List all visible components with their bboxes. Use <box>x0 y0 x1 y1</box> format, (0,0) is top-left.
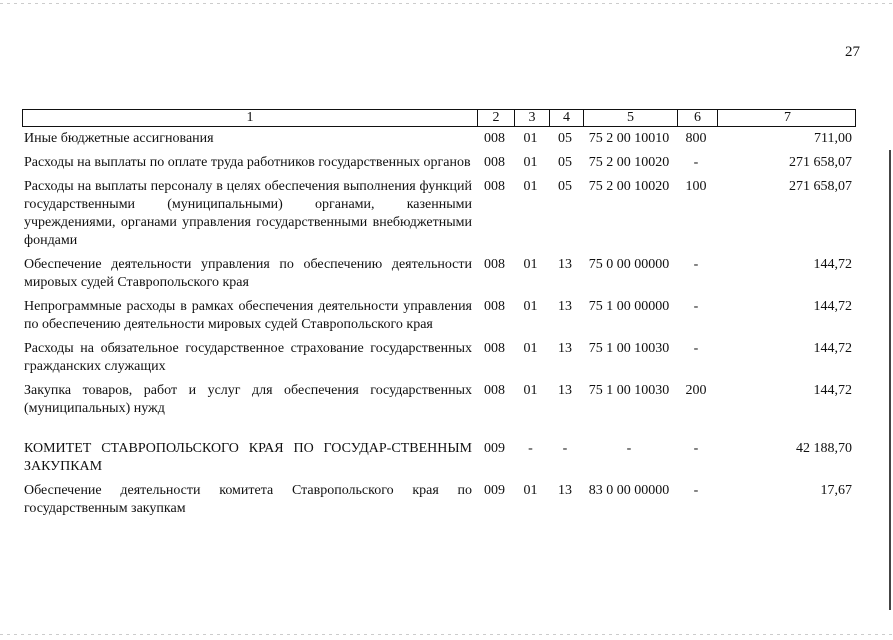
row-name: Иные бюджетные ассигнования <box>24 131 214 146</box>
row-name: Обеспечение деятельности управления по обеспечению деятельности мировых судей Ставропольского края <box>24 257 472 290</box>
header-col-7: 7 <box>717 110 857 126</box>
row-code-6: - <box>693 483 699 498</box>
row-amount: 144,72 <box>813 341 852 356</box>
row-name: Расходы на обязательное государственное страхование государственных гражданских служащих <box>24 341 472 374</box>
header-col-5: 5 <box>583 110 677 126</box>
budget-table-body <box>24 130 854 518</box>
row-code-6: - <box>693 341 699 356</box>
row-code-4: - <box>562 441 568 456</box>
row-code-3: 01 <box>523 257 538 272</box>
row-name: Расходы на выплаты по оплате труда работников государственных органов <box>24 155 471 170</box>
row-code-2: 009 <box>484 483 505 498</box>
row-code-3: - <box>528 441 533 456</box>
row-name: Расходы на выплаты персоналу в целях обеспечения выполнения функций государственными (муниципальными) органами, казенными учреждениями, органами управления государственными внебюджетными фондами <box>24 179 472 248</box>
row-code-3: 01 <box>523 131 538 146</box>
row-code-5: - <box>626 441 632 456</box>
row-code-2: 008 <box>484 179 505 194</box>
row-code-2: 008 <box>484 257 505 272</box>
row-code-4: 13 <box>558 257 572 272</box>
table-row <box>24 340 854 376</box>
table-row <box>24 482 854 518</box>
row-amount: 271 658,07 <box>789 179 852 194</box>
row-name: КОМИТЕТ СТАВРОПОЛЬСКОГО КРАЯ ПО ГОСУДАР-СТВЕННЫМ ЗАКУПКАМ <box>24 441 472 474</box>
table-row <box>24 382 854 418</box>
header-col-1: 1 <box>246 110 254 125</box>
row-code-6: 100 <box>685 179 707 194</box>
row-code-5: 75 2 00 10020 <box>588 155 670 170</box>
row-code-3: 01 <box>523 155 538 170</box>
row-amount: 711,00 <box>814 131 852 146</box>
row-code-5: 75 1 00 00000 <box>588 299 670 314</box>
row-code-2: 008 <box>484 299 505 314</box>
row-code-6: - <box>693 441 699 456</box>
row-amount: 17,67 <box>820 483 852 498</box>
header-col-4: 4 <box>549 110 583 126</box>
row-code-2: 008 <box>484 131 505 146</box>
row-code-6: - <box>693 155 699 170</box>
row-code-2: 008 <box>484 341 505 356</box>
row-code-5: 75 1 00 10030 <box>588 383 670 398</box>
row-code-3: 01 <box>523 179 538 194</box>
table-row <box>24 256 854 292</box>
row-code-3: 01 <box>523 383 538 398</box>
table-row <box>24 298 854 334</box>
header-col-3: 3 <box>514 110 549 126</box>
row-code-5: 75 0 00 00000 <box>588 257 670 272</box>
row-code-3: 01 <box>523 299 538 314</box>
table-row <box>24 130 854 148</box>
row-code-5: 83 0 00 00000 <box>588 483 670 498</box>
row-code-5: 75 1 00 10030 <box>588 341 670 356</box>
row-code-2: 009 <box>484 441 505 456</box>
row-name: Непрограммные расходы в рамках обеспечения деятельности управления по обеспечению деятельности мировых судей Ставропольского края <box>24 299 472 332</box>
scan-artifact-bottom <box>0 634 893 635</box>
row-code-4: 13 <box>558 341 572 356</box>
row-code-3: 01 <box>523 483 538 498</box>
row-code-4: 13 <box>558 483 572 498</box>
row-code-6: - <box>693 257 699 272</box>
table-row-committee <box>24 440 854 476</box>
header-col-2: 2 <box>477 110 514 126</box>
row-code-4: 05 <box>558 155 572 170</box>
table-row <box>24 178 854 250</box>
row-code-6: 200 <box>685 383 707 398</box>
row-code-2: 008 <box>484 155 505 170</box>
row-amount: 144,72 <box>813 383 852 398</box>
scan-artifact-top <box>0 3 893 4</box>
row-name: Обеспечение деятельности комитета Ставропольского края по государственным закупкам <box>24 483 472 516</box>
row-code-6: - <box>693 299 699 314</box>
page-number: 27 <box>845 44 860 60</box>
row-amount: 271 658,07 <box>789 155 852 170</box>
row-code-2: 008 <box>484 383 505 398</box>
row-code-4: 13 <box>558 299 572 314</box>
row-amount: 144,72 <box>813 299 852 314</box>
row-amount: 42 188,70 <box>796 441 852 456</box>
header-col-6: 6 <box>677 110 717 126</box>
row-code-3: 01 <box>523 341 538 356</box>
scan-edge-right <box>889 150 891 610</box>
row-amount: 144,72 <box>813 257 852 272</box>
row-code-5: 75 2 00 10010 <box>588 131 670 146</box>
row-code-4: 13 <box>558 383 572 398</box>
table-row <box>24 154 854 172</box>
row-code-5: 75 2 00 10020 <box>588 179 670 194</box>
row-code-4: 05 <box>558 179 572 194</box>
row-name: Закупка товаров, работ и услуг для обеспечения государственных (муниципальных) нужд <box>24 383 472 416</box>
row-code-6: 800 <box>685 131 707 146</box>
table-header <box>22 109 856 127</box>
row-code-4: 05 <box>558 131 572 146</box>
